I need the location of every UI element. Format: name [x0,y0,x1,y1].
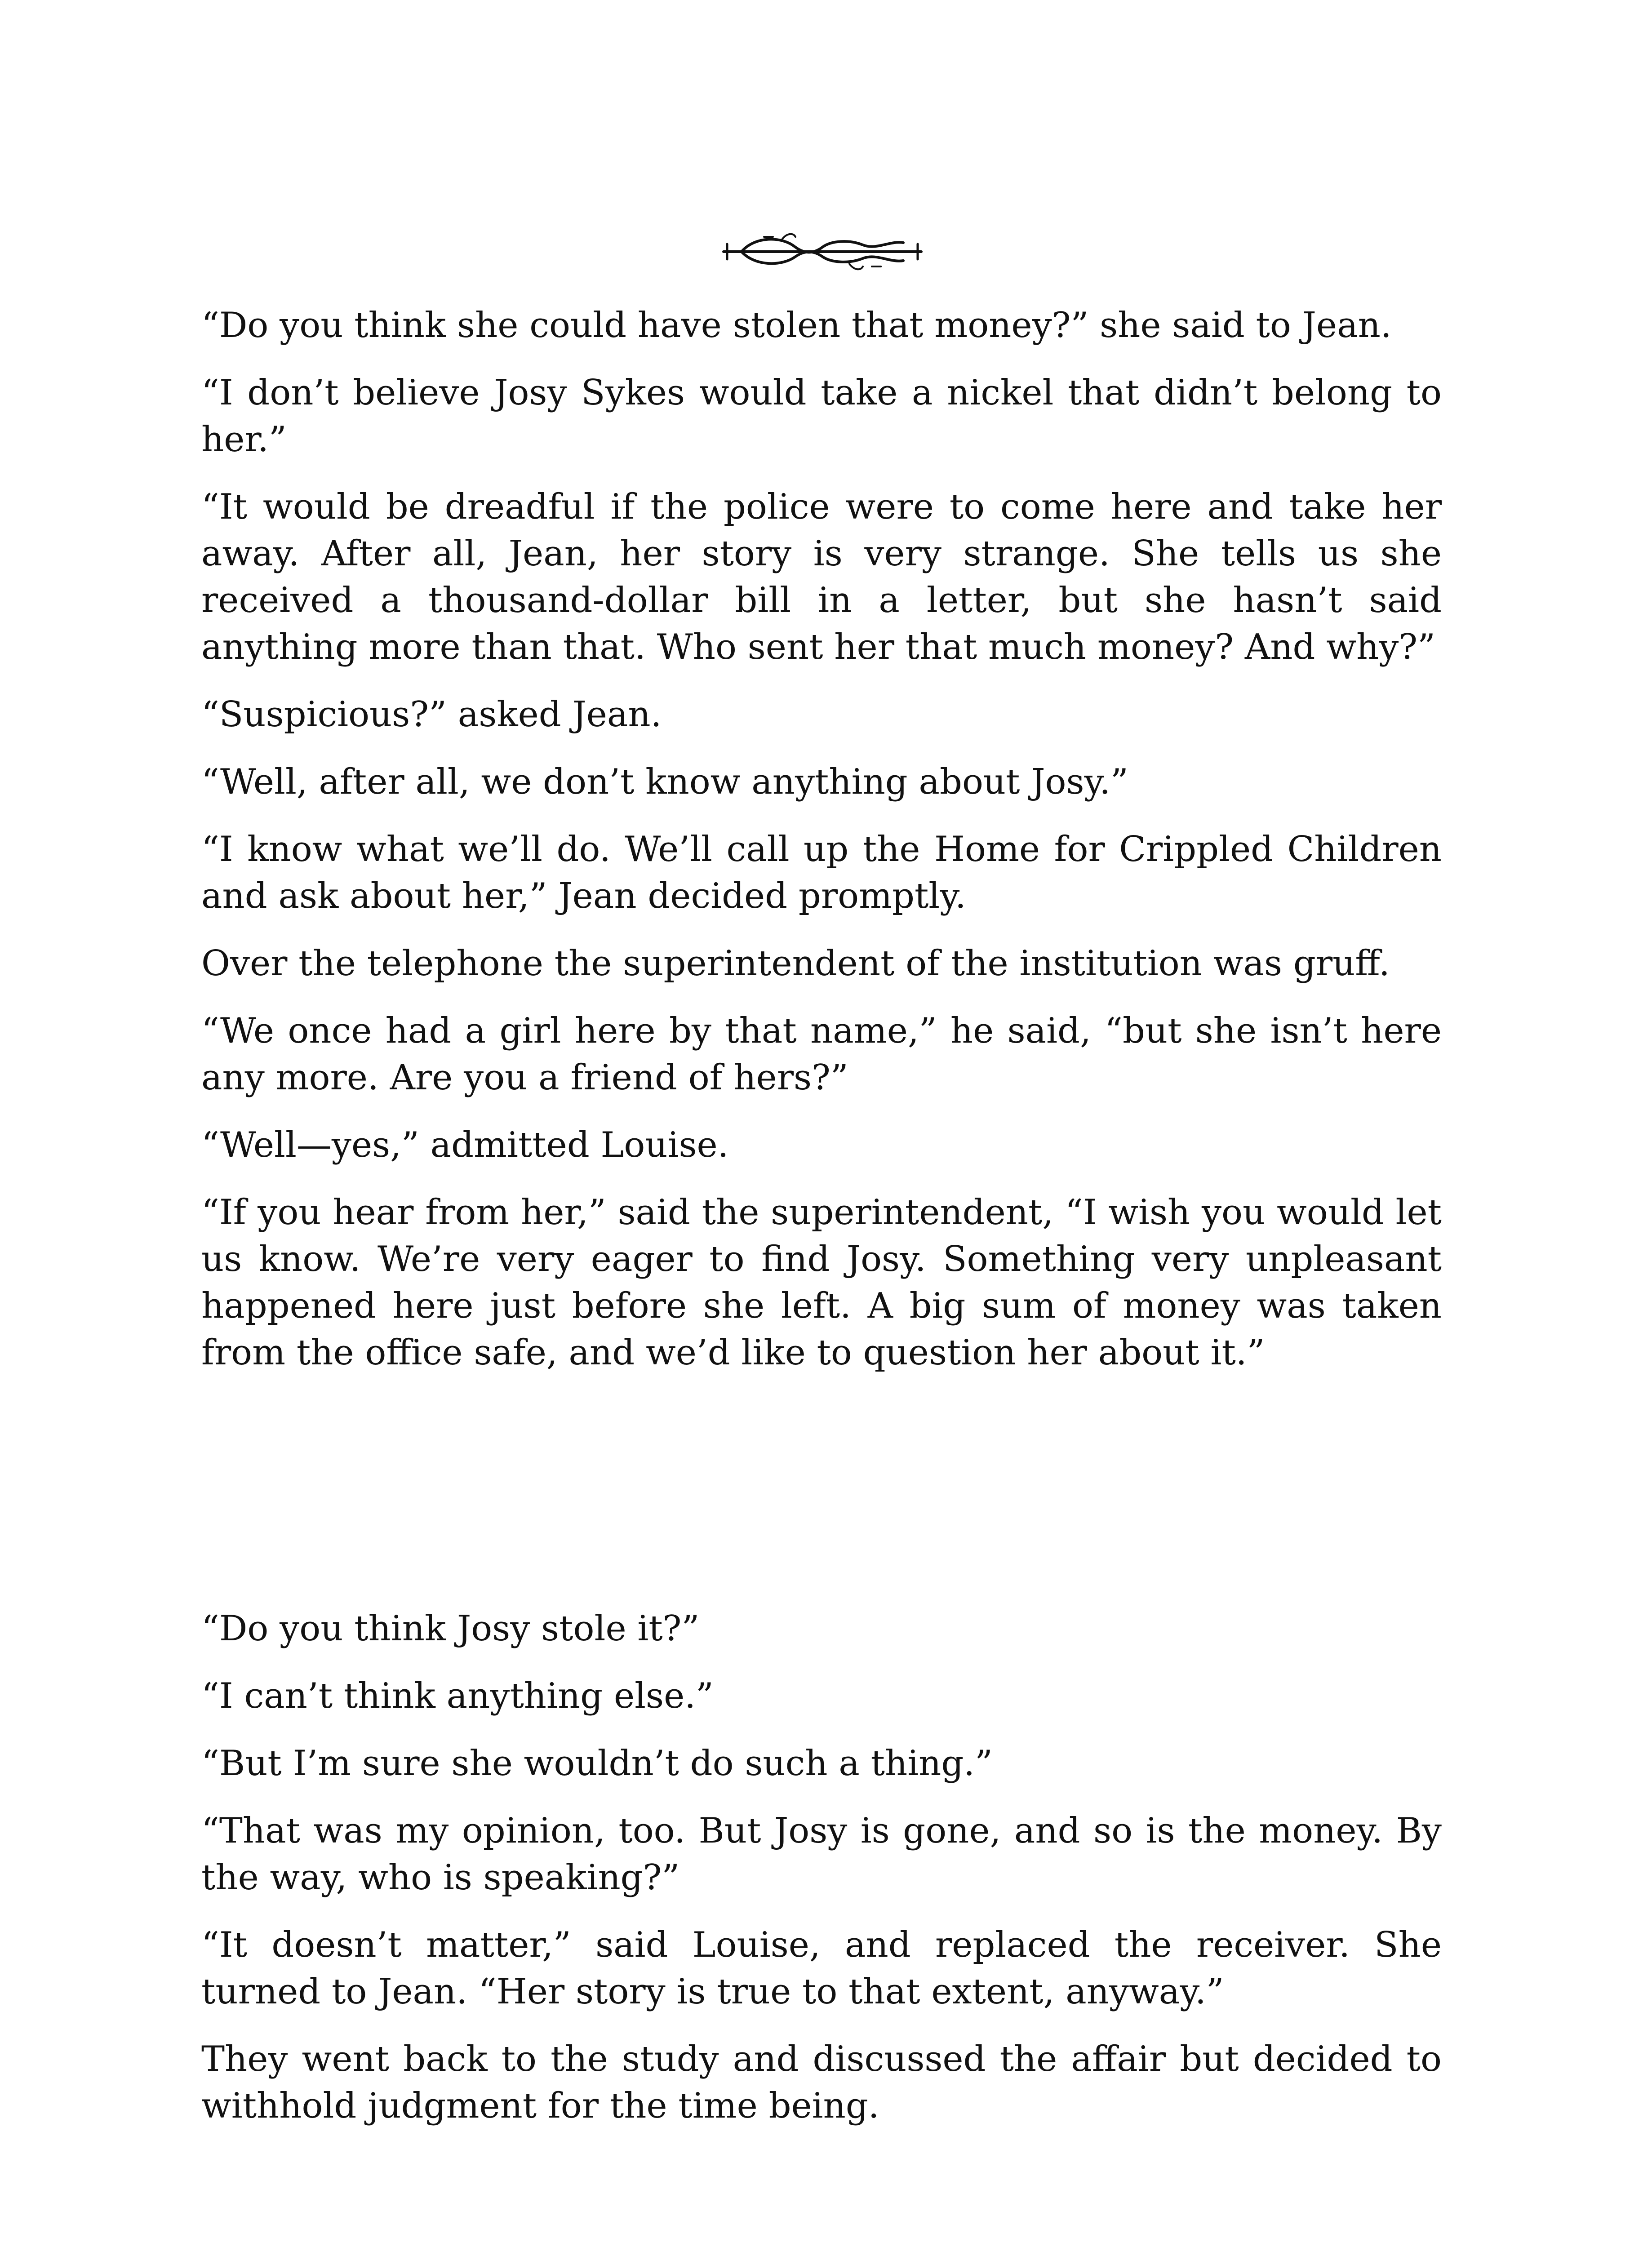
paragraph: “We once had a girl here by that name,” he said, “but she isn’t here any more. Are you a friend of hers?” [201,1011,1442,1098]
text-section-2 [201,1605,1442,2150]
paragraph: They went back to the study and discussed the affair but decided to withhold judgment for the time being. [201,2039,1442,2126]
paragraph: “Well—yes,” admitted Louise. [201,1125,729,1165]
paragraph: “Suspicious?” asked Jean. [201,694,662,735]
paragraph: “I know what we’ll do. We’ll call up the Home for Crippled Children and ask about her,” Jean decided promptly. [201,829,1442,916]
paragraph: Over the telephone the superintendent of the institution was gruff. [201,943,1390,984]
paragraph: “But I’m sure she wouldn’t do such a thing.” [201,1743,993,1784]
paragraph: “That was my opinion, too. But Josy is gone, and so is the money. By the way, who is speaking?” [201,1811,1442,1898]
paragraph: “I don’t believe Josy Sykes would take a nickel that didn’t belong to her.” [201,373,1442,460]
paragraph: “It would be dreadful if the police were to come here and take her away. After all, Jean, her story is very strange. She tells us she received a thousand-dollar bill in a letter, but she hasn’t said anything more than that. Who sent her that much money? And why?” [201,487,1442,667]
paragraph: “Do you think she could have stolen that money?” she said to Jean. [201,305,1392,346]
paragraph: “Do you think Josy stole it?” [201,1608,700,1649]
paragraph: “It doesn’t matter,” said Louise, and replaced the receiver. She turned to Jean. “Her story is true to that extent, anyway.” [201,1925,1442,2012]
text-section-1 [201,302,1442,1397]
paragraph: “If you hear from her,” said the superintendent, “I wish you would let us know. We’re very eager to find Josy. Something very unpleasant happened here just before she left. A big sum of money was taken from the office safe, and we’d like to question her about it.” [201,1192,1442,1373]
paragraph: “Well, after all, we don’t know anything about Josy.” [201,762,1128,802]
paragraph: “I can’t think anything else.” [201,1676,714,1716]
scroll-ornament-icon [715,227,930,276]
